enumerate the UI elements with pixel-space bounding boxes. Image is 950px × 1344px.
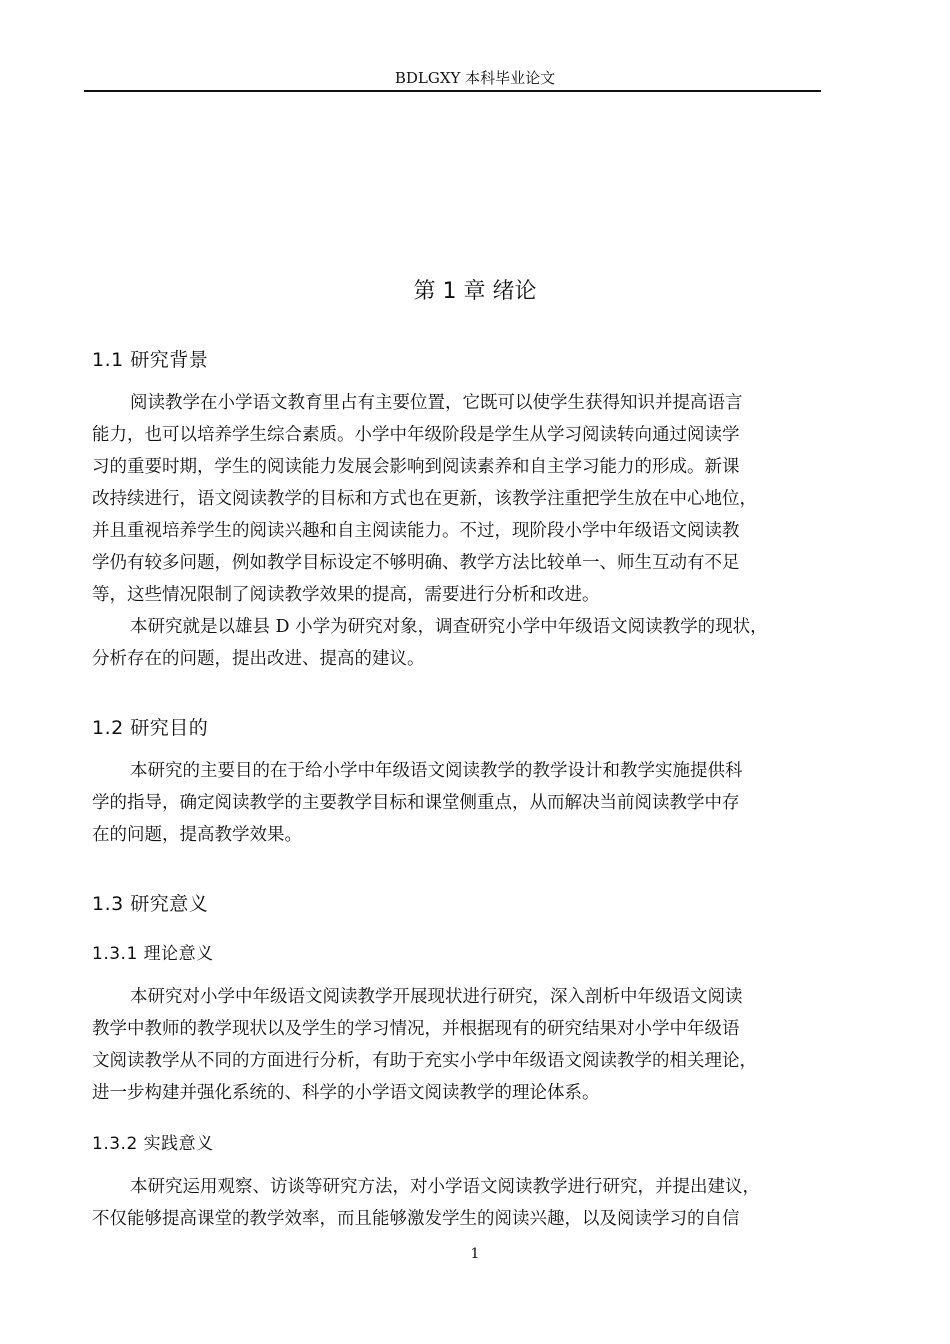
paragraph-line: 本研究对小学中年级语文阅读教学开展现状进行研究，深入剖析中年级语文阅读	[130, 987, 743, 1007]
paragraph-line: 本研究就是以雄县 D 小学为研究对象，调查研究小学中年级语文阅读教学的现状，	[130, 617, 768, 637]
paragraph-line: 不仅能够提高课堂的教学效率，而且能够激发学生的阅读兴趣，以及阅读学习的自信	[92, 1209, 740, 1229]
paragraph-line: 分析存在的问题，提出改进、提高的建议。	[92, 649, 425, 669]
paragraph-line: 本研究运用观察、访谈等研究方法，对小学语文阅读教学进行研究，并提出建议，	[130, 1177, 760, 1197]
paragraph-line: 改持续进行，语文阅读教学的目标和方式也在更新，该教学注重把学生放在中心地位，	[92, 489, 757, 509]
paragraph-line: 进一步构建并强化系统的、科学的小学语文阅读教学的理论体系。	[92, 1083, 600, 1103]
paragraph-line: 教学中教师的教学现状以及学生的学习情况，并根据现有的研究结果对小学中年级语	[92, 1019, 740, 1039]
paragraph-line: 文阅读教学从不同的方面进行分析，有助于充实小学中年级语文阅读教学的相关理论，	[92, 1051, 757, 1071]
paragraph-line: 学的指导，确定阅读教学的主要教学目标和课堂侧重点，从而解决当前阅读教学中存	[92, 793, 740, 813]
subsection-heading-1-3-1: 1.3.1 理论意义	[92, 944, 214, 964]
subsection-heading-1-3-2: 1.3.2 实践意义	[92, 1134, 214, 1154]
section-heading-1-3: 1.3 研究意义	[92, 893, 209, 915]
page-number: 1	[470, 1246, 480, 1262]
paragraph-line: 在的问题，提高教学效果。	[92, 825, 302, 845]
paragraph-line: 学仍有较多问题，例如教学目标设定不够明确、教学方法比较单一、师生互动有不足	[92, 553, 740, 573]
paragraph-line: 并且重视培养学生的阅读兴趣和自主阅读能力。不过，现阶段小学中年级语文阅读教	[92, 521, 740, 541]
paragraph-line: 阅读教学在小学语文教育里占有主要位置，它既可以使学生获得知识并提高语言	[130, 393, 743, 413]
section-heading-1-1: 1.1 研究背景	[92, 349, 209, 371]
section-heading-1-2: 1.2 研究目的	[92, 717, 209, 739]
header-rule	[84, 90, 821, 92]
paragraph-line: 本研究的主要目的在于给小学中年级语文阅读教学的教学设计和教学实施提供科	[130, 761, 743, 781]
paragraph-line: 能力，也可以培养学生综合素质。小学中年级阶段是学生从学习阅读转向通过阅读学	[92, 425, 740, 445]
paragraph-line: 习的重要时期，学生的阅读能力发展会影响到阅读素养和自主学习能力的形成。新课	[92, 457, 740, 477]
chapter-title: 第 1 章 绪论	[413, 279, 537, 304]
paragraph-line: 等，这些情况限制了阅读教学效果的提高，需要进行分析和改进。	[92, 585, 600, 605]
running-header: BDLGXY 本科毕业论文	[394, 69, 556, 87]
